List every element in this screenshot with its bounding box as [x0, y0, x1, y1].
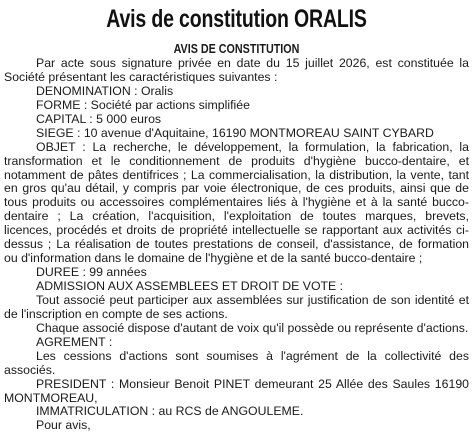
page-title: Avis de constitution ORALIS: [106, 5, 367, 33]
siege-line: SIEGE : 10 avenue d'Aquitaine, 16190 MONTMOREAU SAINT CYBARD: [36, 125, 434, 140]
duree-line: DUREE : 99 années: [36, 265, 147, 280]
denomination-line: DENOMINATION : Oralis: [36, 83, 174, 98]
agrement-heading: AGREMENT :: [36, 334, 113, 349]
admission-paragraph: Tout associé peut participer aux assemblées sur justification de son identité et de l'inscription en compte de ses actions.: [4, 292, 469, 321]
agrement-paragraph: Les cessions d'actions sont soumises à l'agrément de la collectivité des associés.: [4, 348, 469, 377]
admission-heading: ADMISSION AUX ASSEMBLEES ET DROIT DE VOTE :: [36, 279, 344, 293]
president-paragraph: PRESIDENT : Monsieur Benoit PINET demeurant 25 Allée des Saules 16190 MONTMOREAU,: [4, 376, 469, 405]
capital-line: CAPITAL : 5 000 euros: [36, 111, 162, 126]
closing-line: Pour avis,: [36, 418, 91, 433]
intro-paragraph: Par acte sous signature privée en date du 15 juillet 2026, est constituée la Société présentant les caractéristiques suivantes :: [4, 56, 469, 84]
notice-heading: AVIS DE CONSTITUTION: [173, 42, 300, 56]
forme-line: FORME : Société par actions simplifiée: [36, 97, 250, 112]
objet-paragraph: OBJET : La recherche, le développement, la formulation, la fabrication, la transformation et le conditionnement de produits d'hygiène bucco-dentaire, et notamment de pâtes dentifrices ; La commercialisation, la distribution, la vente, tant en gros qu'au détail, y compris par voie électronique, de ces produits, ainsi que de tous produits ou accessoires complémentaires liés à l'hygiène et à la santé bucco-dentaire ; La création, l'acquisition, l'exploitation de toutes marques, brevets, licences, procédés et droits de propriété intellectuelle se rapportant aux activités ci-dessus ; La réalisation de toutes prestations de conseil, d'assistance, de formation ou d'information dans le domaine de l'hygiène et de la santé bucco-dentaire ;: [4, 139, 469, 266]
voting-paragraph: Chaque associé dispose d'autant de voix qu'il possède ou représente d'actions.: [36, 320, 469, 335]
notice-body: [4, 57, 469, 433]
immatriculation-line: IMMATRICULATION : au RCS de ANGOULEME.: [36, 404, 304, 419]
legal-notice-page: [0, 4, 473, 444]
